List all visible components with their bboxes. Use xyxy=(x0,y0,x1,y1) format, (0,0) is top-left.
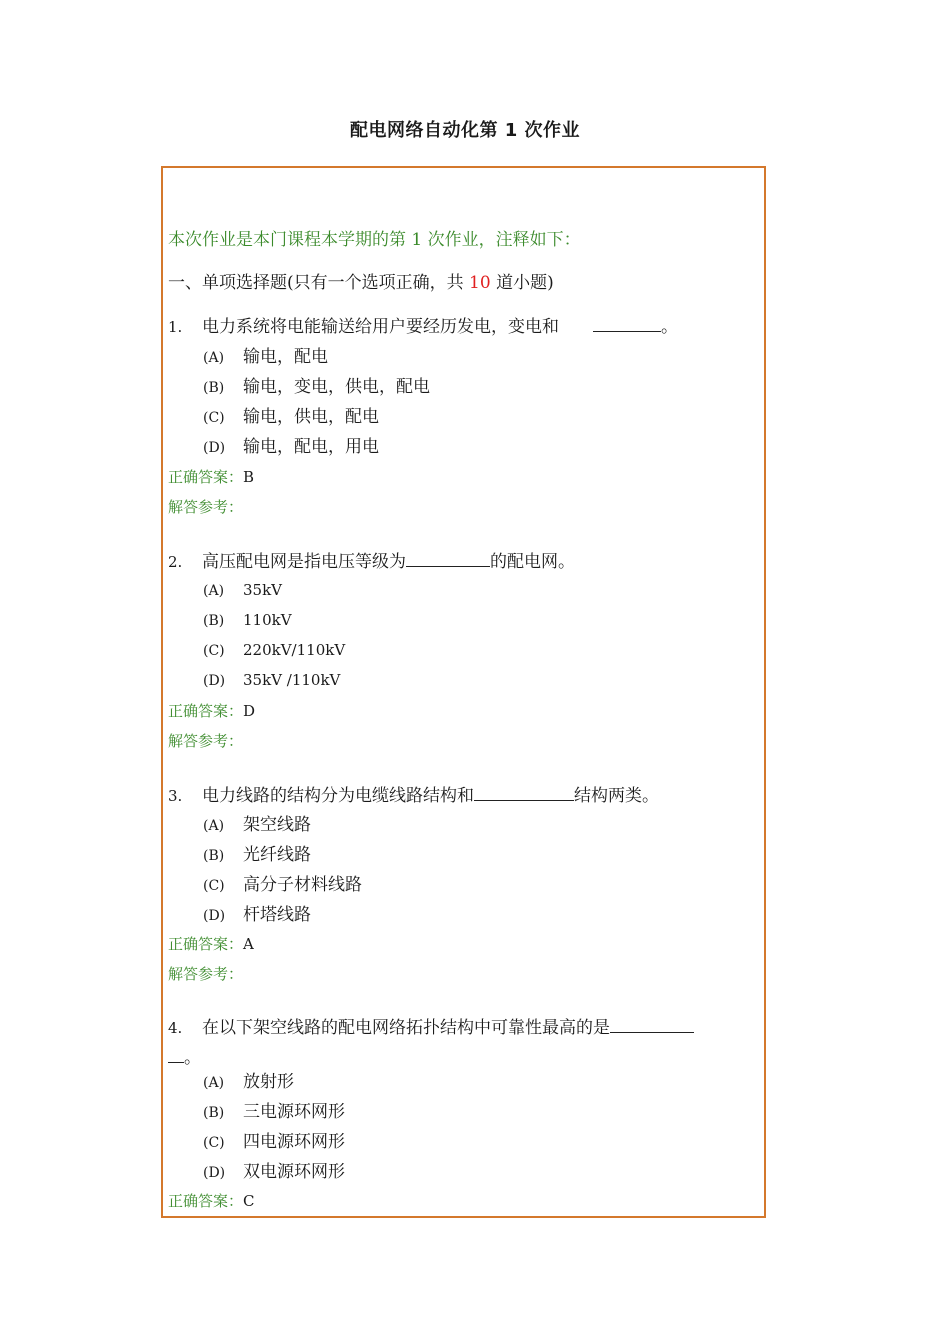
option-text: 35kV xyxy=(243,581,283,599)
option-letter: (B) xyxy=(203,1105,225,1121)
document-title: 配电网络自动化第 1 次作业 xyxy=(349,120,581,141)
option-b xyxy=(203,1097,345,1122)
option-letter: (D) xyxy=(203,673,226,689)
question-end: 结构两类。 xyxy=(574,786,659,806)
question-end: 。 xyxy=(184,1048,201,1068)
option-text: 高分子材料线路 xyxy=(243,875,362,895)
answer-reference: 解答参考： xyxy=(168,498,244,516)
option-d xyxy=(203,432,379,457)
correct-answer xyxy=(168,700,255,721)
question-number: 1. xyxy=(168,318,183,336)
option-letter: (C) xyxy=(203,643,225,659)
question-text: 电力线路的结构分为电缆线路结构和 xyxy=(202,786,474,806)
answer-value: A xyxy=(243,935,254,953)
section-prefix: 一、单项选择题(只有一个选项正确，共 xyxy=(168,273,464,293)
question-count: 10 xyxy=(469,273,491,293)
option-letter: (D) xyxy=(203,440,226,456)
answer-blank xyxy=(610,1016,694,1033)
option-text: 输电，配电 xyxy=(243,347,328,367)
option-letter: (C) xyxy=(203,410,225,426)
option-letter: (D) xyxy=(203,908,226,924)
answer-label: 正确答案： xyxy=(168,935,244,953)
option-text: 四电源环网形 xyxy=(243,1132,345,1152)
answer-blank-end xyxy=(168,1046,184,1063)
option-d xyxy=(203,670,340,690)
answer-label: 正确答案： xyxy=(168,1192,244,1210)
answer-value: B xyxy=(243,468,255,486)
question-end: 的配电网。 xyxy=(490,552,575,572)
option-letter: (B) xyxy=(203,380,225,396)
answer-value: D xyxy=(243,702,256,720)
answer-blank xyxy=(474,784,574,801)
correct-answer xyxy=(168,1190,255,1211)
option-text: 35kV /110kV xyxy=(243,671,341,689)
option-b xyxy=(203,610,292,630)
option-letter: (A) xyxy=(203,583,225,599)
question-number: 3. xyxy=(168,787,183,805)
option-d xyxy=(203,1157,345,1182)
correct-answer xyxy=(168,933,254,954)
option-c xyxy=(203,640,345,660)
option-letter: (C) xyxy=(203,878,225,894)
question-2 xyxy=(168,547,575,572)
option-letter: (D) xyxy=(203,1165,226,1181)
question-text: 在以下架空线路的配电网络拓扑结构中可靠性最高的是 xyxy=(202,1018,610,1038)
question-text: 电力系统将电能输送给用户要经历发电，变电和 xyxy=(202,317,559,337)
option-letter: (B) xyxy=(203,848,225,864)
answer-blank xyxy=(593,315,661,332)
option-text: 输电，供电，配电 xyxy=(243,407,379,427)
answer-label: 正确答案： xyxy=(168,468,244,486)
option-d xyxy=(203,900,311,925)
option-text: 220kV/110kV xyxy=(243,641,346,659)
option-text: 杆塔线路 xyxy=(243,905,311,925)
option-text: 架空线路 xyxy=(243,815,311,835)
option-letter: (C) xyxy=(203,1135,225,1151)
option-text: 放射形 xyxy=(243,1072,294,1092)
question-text: 高压配电网是指电压等级为 xyxy=(202,552,406,572)
option-c xyxy=(203,1127,345,1152)
correct-answer xyxy=(168,466,254,487)
question-end: 。 xyxy=(661,317,678,337)
option-text: 110kV xyxy=(243,611,292,629)
option-b xyxy=(203,372,430,397)
question-1 xyxy=(168,312,678,337)
question-4-continuation xyxy=(168,1043,201,1068)
intro-text: 本次作业是本门课程本学期的第 1 次作业，注释如下： xyxy=(168,230,581,250)
option-c xyxy=(203,402,379,427)
answer-label: 正确答案： xyxy=(168,702,244,720)
question-3 xyxy=(168,781,659,806)
option-letter: (A) xyxy=(203,818,225,834)
answer-blank xyxy=(406,550,490,567)
section-heading xyxy=(168,268,554,293)
section-suffix: 道小题) xyxy=(496,273,554,293)
option-text: 光纤线路 xyxy=(243,845,311,865)
option-a xyxy=(203,810,311,835)
question-number: 2. xyxy=(168,553,183,571)
option-a xyxy=(203,1067,294,1092)
option-c xyxy=(203,870,362,895)
option-text: 三电源环网形 xyxy=(243,1102,345,1122)
option-text: 双电源环网形 xyxy=(243,1162,345,1182)
answer-reference: 解答参考： xyxy=(168,965,244,983)
question-number: 4. xyxy=(168,1019,183,1037)
option-letter: (B) xyxy=(203,613,225,629)
option-text: 输电，配电，用电 xyxy=(243,437,379,457)
option-a xyxy=(203,580,282,600)
answer-value: C xyxy=(243,1192,255,1210)
option-b xyxy=(203,840,311,865)
option-letter: (A) xyxy=(203,1075,225,1091)
option-letter: (A) xyxy=(203,350,225,366)
option-a xyxy=(203,342,328,367)
question-4 xyxy=(168,1013,694,1038)
answer-reference: 解答参考： xyxy=(168,732,244,750)
option-text: 输电，变电，供电，配电 xyxy=(243,377,430,397)
